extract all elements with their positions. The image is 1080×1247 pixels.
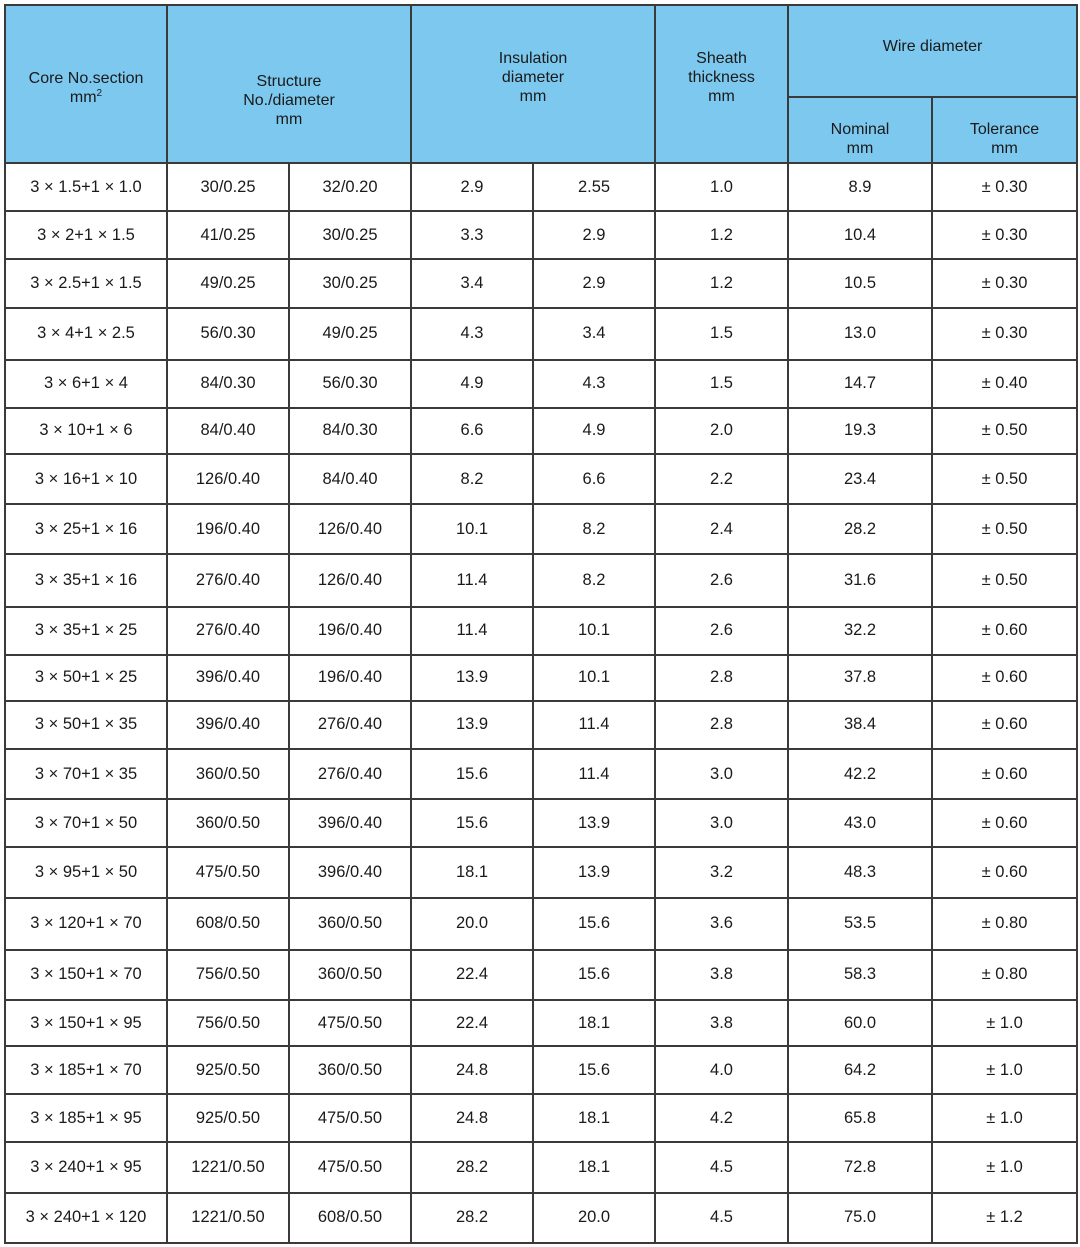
- cell-tolerance: ± 0.60: [932, 607, 1077, 655]
- table-row: [5, 360, 1077, 408]
- cell-structure-b: 32/0.20: [289, 163, 411, 211]
- cell-insulation-b: 11.4: [533, 701, 655, 749]
- cable-spec-table: [4, 4, 1078, 1244]
- cell-core-section: 3 × 1.5+1 × 1.0: [5, 163, 167, 211]
- cell-tolerance: ± 1.0: [932, 1142, 1077, 1192]
- cell-structure-b: 84/0.40: [289, 454, 411, 504]
- cell-insulation-a: 4.9: [411, 360, 533, 408]
- cell-tolerance: ± 0.80: [932, 898, 1077, 950]
- cell-core-section: 3 × 16+1 × 10: [5, 454, 167, 504]
- cell-core-section: 3 × 70+1 × 35: [5, 749, 167, 799]
- table-row: [5, 163, 1077, 211]
- cell-insulation-a: 3.4: [411, 259, 533, 307]
- cell-tolerance: ± 0.50: [932, 554, 1077, 606]
- cell-insulation-b: 10.1: [533, 655, 655, 701]
- cell-nominal-diameter: 14.7: [788, 360, 932, 408]
- cell-structure-a: 925/0.50: [167, 1094, 289, 1142]
- table-row: [5, 607, 1077, 655]
- cell-insulation-a: 15.6: [411, 749, 533, 799]
- cell-nominal-diameter: 38.4: [788, 701, 932, 749]
- cell-structure-a: 396/0.40: [167, 655, 289, 701]
- table-row: [5, 1094, 1077, 1142]
- cell-insulation-a: 18.1: [411, 847, 533, 897]
- cell-core-section: 3 × 50+1 × 35: [5, 701, 167, 749]
- cell-insulation-b: 18.1: [533, 1094, 655, 1142]
- cell-core-section: 3 × 240+1 × 120: [5, 1193, 167, 1243]
- cell-structure-a: 49/0.25: [167, 259, 289, 307]
- cell-structure-a: 1221/0.50: [167, 1142, 289, 1192]
- cell-core-section: 3 × 4+1 × 2.5: [5, 308, 167, 360]
- cell-tolerance: ± 0.60: [932, 799, 1077, 847]
- cell-structure-a: 756/0.50: [167, 950, 289, 1000]
- cell-core-section: 3 × 150+1 × 95: [5, 1000, 167, 1046]
- cell-insulation-a: 4.3: [411, 308, 533, 360]
- header-sheath-thickness: Sheath thickness mm: [655, 5, 788, 163]
- cell-tolerance: ± 1.2: [932, 1193, 1077, 1243]
- cell-structure-b: 196/0.40: [289, 655, 411, 701]
- cell-nominal-diameter: 60.0: [788, 1000, 932, 1046]
- cell-sheath-thickness: 1.2: [655, 259, 788, 307]
- cell-structure-a: 276/0.40: [167, 554, 289, 606]
- cell-structure-a: 360/0.50: [167, 749, 289, 799]
- cell-core-section: 3 × 25+1 × 16: [5, 504, 167, 554]
- cell-insulation-b: 6.6: [533, 454, 655, 504]
- cell-insulation-b: 15.6: [533, 1046, 655, 1094]
- cell-structure-b: 49/0.25: [289, 308, 411, 360]
- cell-structure-b: 276/0.40: [289, 701, 411, 749]
- header-structure: Structure No./diameter mm: [167, 5, 411, 163]
- cell-sheath-thickness: 1.2: [655, 211, 788, 259]
- cell-insulation-a: 10.1: [411, 504, 533, 554]
- cell-nominal-diameter: 53.5: [788, 898, 932, 950]
- cell-insulation-a: 22.4: [411, 1000, 533, 1046]
- cell-insulation-b: 15.6: [533, 898, 655, 950]
- cell-structure-b: 30/0.25: [289, 211, 411, 259]
- header-nominal: Nominal mm: [788, 97, 932, 163]
- cell-sheath-thickness: 3.8: [655, 950, 788, 1000]
- cell-core-section: 3 × 35+1 × 25: [5, 607, 167, 655]
- cell-structure-b: 396/0.40: [289, 799, 411, 847]
- cell-sheath-thickness: 4.2: [655, 1094, 788, 1142]
- cell-insulation-b: 11.4: [533, 749, 655, 799]
- table-body: [5, 163, 1077, 1243]
- cell-sheath-thickness: 1.0: [655, 163, 788, 211]
- cable-spec-table-container: [4, 4, 1076, 1244]
- cell-core-section: 3 × 150+1 × 70: [5, 950, 167, 1000]
- cell-structure-a: 396/0.40: [167, 701, 289, 749]
- cell-sheath-thickness: 4.5: [655, 1193, 788, 1243]
- cell-insulation-a: 24.8: [411, 1094, 533, 1142]
- cell-structure-a: 41/0.25: [167, 211, 289, 259]
- cell-sheath-thickness: 3.6: [655, 898, 788, 950]
- cell-structure-b: 475/0.50: [289, 1094, 411, 1142]
- cell-structure-b: 126/0.40: [289, 504, 411, 554]
- cell-tolerance: ± 0.60: [932, 655, 1077, 701]
- table-row: [5, 408, 1077, 454]
- cell-insulation-a: 15.6: [411, 799, 533, 847]
- cell-structure-b: 126/0.40: [289, 554, 411, 606]
- cell-insulation-a: 13.9: [411, 701, 533, 749]
- table-row: [5, 504, 1077, 554]
- cell-tolerance: ± 0.80: [932, 950, 1077, 1000]
- table-row: [5, 701, 1077, 749]
- cell-structure-b: 360/0.50: [289, 950, 411, 1000]
- cell-tolerance: ± 0.50: [932, 504, 1077, 554]
- cell-structure-b: 360/0.50: [289, 1046, 411, 1094]
- cell-nominal-diameter: 10.5: [788, 259, 932, 307]
- cell-nominal-diameter: 42.2: [788, 749, 932, 799]
- cell-insulation-a: 22.4: [411, 950, 533, 1000]
- cell-tolerance: ± 0.50: [932, 454, 1077, 504]
- cell-tolerance: ± 0.60: [932, 701, 1077, 749]
- cell-structure-b: 475/0.50: [289, 1142, 411, 1192]
- cell-core-section: 3 × 6+1 × 4: [5, 360, 167, 408]
- cell-insulation-b: 18.1: [533, 1142, 655, 1192]
- cell-nominal-diameter: 48.3: [788, 847, 932, 897]
- cell-sheath-thickness: 2.6: [655, 607, 788, 655]
- cell-insulation-a: 28.2: [411, 1142, 533, 1192]
- cell-structure-b: 84/0.30: [289, 408, 411, 454]
- cell-insulation-b: 2.55: [533, 163, 655, 211]
- cell-structure-b: 276/0.40: [289, 749, 411, 799]
- cell-nominal-diameter: 65.8: [788, 1094, 932, 1142]
- cell-insulation-b: 4.3: [533, 360, 655, 408]
- table-row: [5, 749, 1077, 799]
- table-row: [5, 1046, 1077, 1094]
- cell-sheath-thickness: 3.0: [655, 749, 788, 799]
- table-row: [5, 898, 1077, 950]
- cell-structure-a: 925/0.50: [167, 1046, 289, 1094]
- cell-insulation-b: 10.1: [533, 607, 655, 655]
- cell-sheath-thickness: 2.8: [655, 701, 788, 749]
- cell-structure-b: 608/0.50: [289, 1193, 411, 1243]
- cell-tolerance: ± 1.0: [932, 1000, 1077, 1046]
- cell-core-section: 3 × 10+1 × 6: [5, 408, 167, 454]
- cell-sheath-thickness: 3.2: [655, 847, 788, 897]
- table-row: [5, 847, 1077, 897]
- cell-insulation-b: 8.2: [533, 554, 655, 606]
- cell-core-section: 3 × 185+1 × 70: [5, 1046, 167, 1094]
- cell-core-section: 3 × 240+1 × 95: [5, 1142, 167, 1192]
- table-row: [5, 1142, 1077, 1192]
- cell-structure-b: 196/0.40: [289, 607, 411, 655]
- cell-structure-a: 276/0.40: [167, 607, 289, 655]
- cell-structure-a: 56/0.30: [167, 308, 289, 360]
- cell-insulation-a: 8.2: [411, 454, 533, 504]
- cell-core-section: 3 × 2+1 × 1.5: [5, 211, 167, 259]
- cell-core-section: 3 × 70+1 × 50: [5, 799, 167, 847]
- table-row: [5, 554, 1077, 606]
- cell-nominal-diameter: 10.4: [788, 211, 932, 259]
- cell-sheath-thickness: 3.0: [655, 799, 788, 847]
- cell-insulation-a: 24.8: [411, 1046, 533, 1094]
- cell-core-section: 3 × 95+1 × 50: [5, 847, 167, 897]
- cell-sheath-thickness: 2.8: [655, 655, 788, 701]
- cell-structure-b: 56/0.30: [289, 360, 411, 408]
- cell-structure-b: 30/0.25: [289, 259, 411, 307]
- cell-insulation-a: 11.4: [411, 554, 533, 606]
- cell-sheath-thickness: 2.4: [655, 504, 788, 554]
- cell-insulation-b: 2.9: [533, 259, 655, 307]
- cell-insulation-a: 3.3: [411, 211, 533, 259]
- cell-core-section: 3 × 185+1 × 95: [5, 1094, 167, 1142]
- cell-structure-a: 608/0.50: [167, 898, 289, 950]
- cell-insulation-b: 2.9: [533, 211, 655, 259]
- cell-tolerance: ± 0.50: [932, 408, 1077, 454]
- cell-nominal-diameter: 8.9: [788, 163, 932, 211]
- header-tolerance: Tolerance mm: [932, 97, 1077, 163]
- cell-insulation-b: 3.4: [533, 308, 655, 360]
- table-row: [5, 655, 1077, 701]
- cell-insulation-b: 15.6: [533, 950, 655, 1000]
- cell-nominal-diameter: 13.0: [788, 308, 932, 360]
- cell-sheath-thickness: 4.5: [655, 1142, 788, 1192]
- table-row: [5, 1193, 1077, 1243]
- cell-nominal-diameter: 58.3: [788, 950, 932, 1000]
- cell-nominal-diameter: 31.6: [788, 554, 932, 606]
- cell-structure-a: 30/0.25: [167, 163, 289, 211]
- cell-nominal-diameter: 19.3: [788, 408, 932, 454]
- table-row: [5, 259, 1077, 307]
- header-core-section: Core No.section $mm^2$: [5, 5, 167, 163]
- cell-core-section: 3 × 2.5+1 × 1.5: [5, 259, 167, 307]
- cell-sheath-thickness: 2.2: [655, 454, 788, 504]
- cell-tolerance: ± 0.30: [932, 163, 1077, 211]
- cell-insulation-b: 8.2: [533, 504, 655, 554]
- cell-structure-a: 84/0.40: [167, 408, 289, 454]
- cell-insulation-a: 20.0: [411, 898, 533, 950]
- cell-sheath-thickness: 2.0: [655, 408, 788, 454]
- cell-tolerance: ± 1.0: [932, 1094, 1077, 1142]
- cell-structure-b: 396/0.40: [289, 847, 411, 897]
- cell-nominal-diameter: 28.2: [788, 504, 932, 554]
- cell-structure-a: 84/0.30: [167, 360, 289, 408]
- cell-nominal-diameter: 43.0: [788, 799, 932, 847]
- cell-tolerance: ± 0.30: [932, 259, 1077, 307]
- cell-insulation-a: 2.9: [411, 163, 533, 211]
- cell-insulation-a: 13.9: [411, 655, 533, 701]
- cell-insulation-b: 13.9: [533, 799, 655, 847]
- cell-insulation-b: 13.9: [533, 847, 655, 897]
- cell-tolerance: ± 0.60: [932, 749, 1077, 799]
- cell-structure-a: 756/0.50: [167, 1000, 289, 1046]
- cell-insulation-b: 20.0: [533, 1193, 655, 1243]
- cell-insulation-b: 18.1: [533, 1000, 655, 1046]
- cell-nominal-diameter: 72.8: [788, 1142, 932, 1192]
- cell-structure-a: 196/0.40: [167, 504, 289, 554]
- table-row: [5, 211, 1077, 259]
- cell-tolerance: ± 0.30: [932, 211, 1077, 259]
- cell-structure-a: 360/0.50: [167, 799, 289, 847]
- cell-sheath-thickness: 1.5: [655, 360, 788, 408]
- table-row: [5, 799, 1077, 847]
- cell-nominal-diameter: 75.0: [788, 1193, 932, 1243]
- table-row: [5, 950, 1077, 1000]
- cell-insulation-a: 11.4: [411, 607, 533, 655]
- cell-core-section: 3 × 50+1 × 25: [5, 655, 167, 701]
- cell-sheath-thickness: 4.0: [655, 1046, 788, 1094]
- cell-insulation-b: 4.9: [533, 408, 655, 454]
- cell-sheath-thickness: 2.6: [655, 554, 788, 606]
- cell-nominal-diameter: 37.8: [788, 655, 932, 701]
- header-insulation-diameter: Insulation diameter mm: [411, 5, 655, 163]
- table-row: [5, 454, 1077, 504]
- cell-tolerance: ± 0.30: [932, 308, 1077, 360]
- cell-insulation-a: 6.6: [411, 408, 533, 454]
- cell-tolerance: ± 0.40: [932, 360, 1077, 408]
- cell-insulation-a: 28.2: [411, 1193, 533, 1243]
- cell-core-section: 3 × 120+1 × 70: [5, 898, 167, 950]
- cell-nominal-diameter: 64.2: [788, 1046, 932, 1094]
- cell-nominal-diameter: 23.4: [788, 454, 932, 504]
- cell-tolerance: ± 0.60: [932, 847, 1077, 897]
- cell-structure-b: 360/0.50: [289, 898, 411, 950]
- cell-sheath-thickness: 1.5: [655, 308, 788, 360]
- cell-sheath-thickness: 3.8: [655, 1000, 788, 1046]
- header-wire-diameter: Wire diameter: [788, 5, 1077, 97]
- cell-structure-b: 475/0.50: [289, 1000, 411, 1046]
- cell-nominal-diameter: 32.2: [788, 607, 932, 655]
- cell-tolerance: ± 1.0: [932, 1046, 1077, 1094]
- table-row: [5, 308, 1077, 360]
- cell-structure-a: 1221/0.50: [167, 1193, 289, 1243]
- cell-core-section: 3 × 35+1 × 16: [5, 554, 167, 606]
- table-row: [5, 1000, 1077, 1046]
- cell-structure-a: 475/0.50: [167, 847, 289, 897]
- cell-structure-a: 126/0.40: [167, 454, 289, 504]
